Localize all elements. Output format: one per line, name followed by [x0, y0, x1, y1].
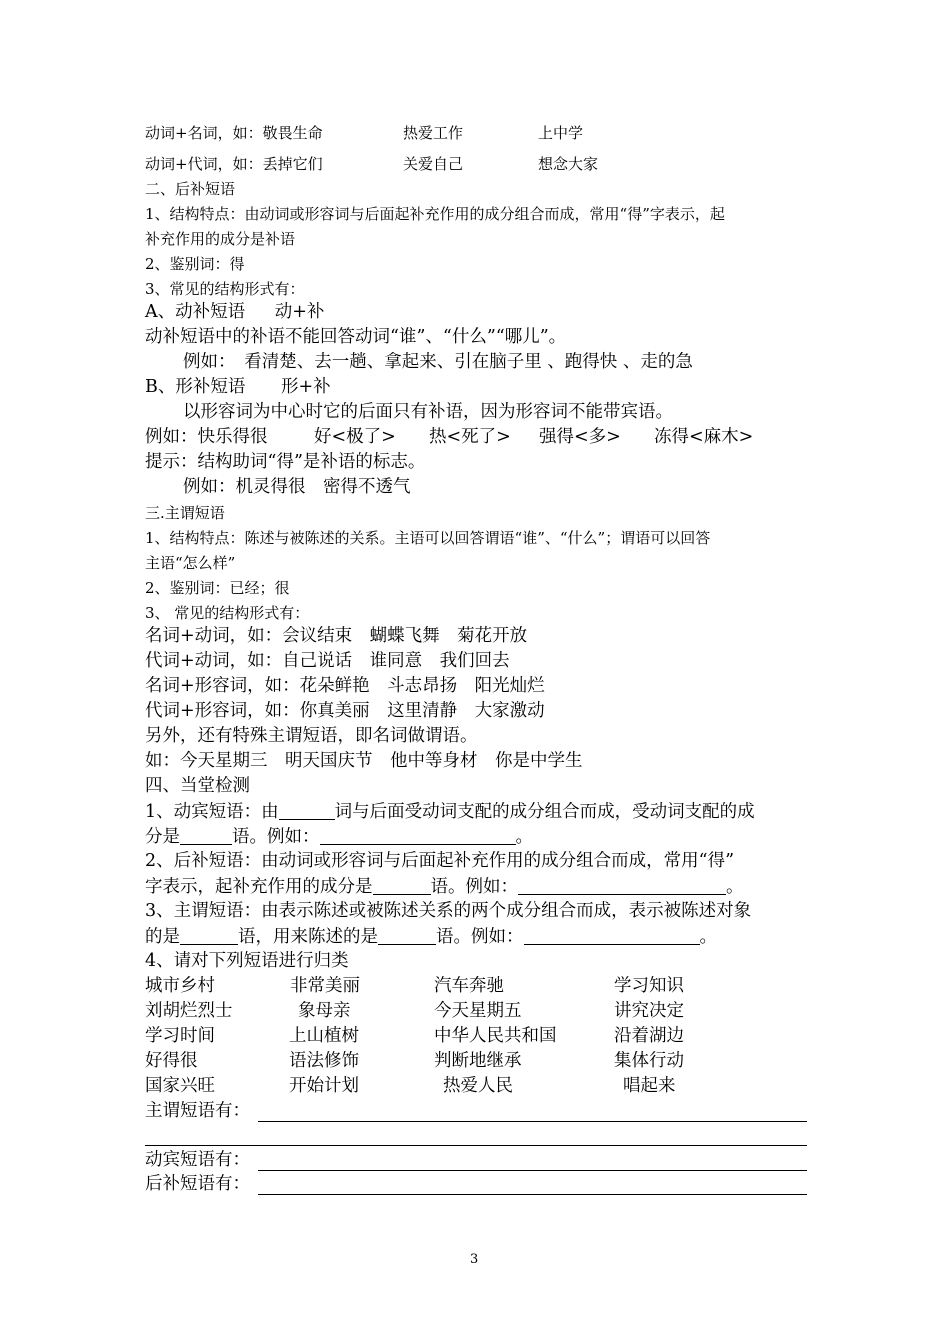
- blank-q3-subject[interactable]: [180, 928, 238, 945]
- quiz-q1-line2: 分是 语。例如： 。: [145, 827, 533, 847]
- sp-feature-line2: 主语“怎么样”: [145, 554, 236, 572]
- sp-form-pronoun-adj: 代词+形容词，如：你真美丽 这里清静 大家激动: [145, 701, 545, 721]
- answer-line-subject-predicate[interactable]: [258, 1121, 807, 1122]
- phrase-item: 中华人民共和国: [434, 1026, 557, 1046]
- verb-complement-note: 动补短语中的补语不能回答动词“谁”、“什么”“哪儿”。: [145, 327, 567, 347]
- blank-q1-word-class[interactable]: [279, 803, 335, 820]
- answer-line-complement[interactable]: [258, 1194, 807, 1195]
- quiz-q3-line1: 3、主谓短语：由表示陈述或被陈述关系的两个成分组合而成，表示被陈述对象: [145, 901, 752, 921]
- blank-q3-example[interactable]: [524, 928, 700, 945]
- sp-special-note: 另外，还有特殊主谓短语，即名词做谓语。: [145, 726, 478, 746]
- phrase-item: 汽车奔驰: [434, 976, 504, 996]
- answer-label-verb-object: 动宾短语有：: [145, 1150, 250, 1170]
- phrase-item: 非常美丽: [290, 976, 360, 996]
- phrase-item: 唱起来: [623, 1076, 676, 1096]
- phrase-item: 好得很: [145, 1051, 198, 1071]
- phrase-item: 讲究决定: [614, 1001, 684, 1021]
- adj-complement-heading: B、形补短语 形+补: [145, 377, 331, 397]
- phrase-item: 学习知识: [614, 976, 684, 996]
- phrase-row: [145, 1078, 676, 1096]
- sp-feature-line1: 1、结构特点：陈述与被陈述的关系。主语可以回答谓语“谁”、“什么”；谓语可以回答: [145, 529, 711, 547]
- sp-form-noun-adj: 名词+形容词，如：花朵鲜艳 斗志昂扬 阳光灿烂: [145, 676, 545, 696]
- verb-complement-examples: 例如： 看清楚、去一趟、拿起来、引在脑子里 、跑得快 、走的急: [183, 352, 693, 372]
- sp-forms-heading: 3、 常见的结构形式有：: [145, 604, 310, 622]
- complement-marker: 2、鉴别词：得: [145, 255, 245, 273]
- phrase-item: 城市乡村: [145, 976, 215, 996]
- vo-example-noun: 动词+名词，如：敬畏生命 热爱工作 上中学: [145, 124, 584, 142]
- sp-marker: 2、鉴别词：已经；很: [145, 579, 290, 597]
- phrase-item: 热爱人民: [443, 1076, 513, 1096]
- section-title-subject-predicate: 三.主谓短语: [145, 504, 225, 522]
- complement-hint: 提示：结构助词“得”是补语的标志。: [145, 452, 426, 472]
- sp-form-noun-verb: 名词+动词，如：会议结束 蝴蝶飞舞 菊花开放: [145, 626, 528, 646]
- phrase-item: 今天星期五: [434, 1001, 522, 1021]
- blank-q1-component[interactable]: [180, 828, 232, 845]
- phrase-item: 集体行动: [614, 1051, 684, 1071]
- complement-feature-line1: 1、结构特点：由动词或形容词与后面起补充作用的成分组合而成，常用“得”字表示，起: [145, 205, 725, 223]
- complement-feature-line2: 补充作用的成分是补语: [145, 230, 296, 248]
- blank-q3-predicate[interactable]: [378, 928, 436, 945]
- phrase-item: 沿着湖边: [614, 1026, 684, 1046]
- quiz-q3-line2: 的是 语，用来陈述的是 语。例如： 。: [145, 927, 717, 947]
- section-title-quiz: 四、当堂检测: [145, 776, 250, 796]
- phrase-item: 语法修饰: [289, 1051, 359, 1071]
- phrase-item: 开始计划: [289, 1076, 359, 1096]
- answer-line-verb-object[interactable]: [258, 1170, 807, 1171]
- blank-q2-component[interactable]: [373, 878, 431, 895]
- sp-form-pronoun-verb: 代词+动词，如：自己说话 谁同意 我们回去: [145, 651, 510, 671]
- complement-hint-example: 例如：机灵得很 密得不透气: [183, 477, 411, 497]
- phrase-row: [145, 1028, 684, 1046]
- answer-label-complement: 后补短语有：: [145, 1174, 250, 1194]
- blank-q1-example[interactable]: [320, 828, 516, 845]
- page-number: 3: [470, 1252, 479, 1267]
- answer-label-subject-predicate: 主谓短语有：: [145, 1101, 250, 1121]
- quiz-q2-line2: 字表示，起补充作用的成分是 语。例如： 。: [145, 877, 744, 897]
- quiz-q4: 4、请对下列短语进行归类: [145, 951, 349, 971]
- phrase-item: 国家兴旺: [145, 1076, 215, 1096]
- answer-line-extra[interactable]: [145, 1145, 807, 1146]
- phrase-item: 刘胡烂烈士: [145, 1001, 233, 1021]
- phrase-item: 象母亲: [298, 1001, 351, 1021]
- phrase-item: 上山植树: [289, 1026, 359, 1046]
- phrase-row: [145, 1003, 684, 1021]
- vo-example-pronoun: 动词+代词，如：丢掉它们 关爱自己 想念大家: [145, 155, 599, 173]
- verb-complement-heading: A、动补短语 动+补: [145, 302, 325, 322]
- quiz-q1-line1: 1、动宾短语：由 词与后面受动词支配的成分组合而成，受动词支配的成: [145, 802, 755, 822]
- phrase-item: 判断地继承: [434, 1051, 522, 1071]
- phrase-row: [145, 978, 684, 996]
- phrase-item: 学习时间: [145, 1026, 215, 1046]
- complement-forms-heading: 3、常见的结构形式有：: [145, 280, 305, 298]
- sp-special-examples: 如：今天星期三 明天国庆节 他中等身材 你是中学生: [145, 751, 583, 771]
- blank-q2-example[interactable]: [518, 878, 726, 895]
- section-title-complement: 二、后补短语: [145, 180, 236, 198]
- phrase-row: [145, 1053, 684, 1071]
- quiz-q2-line1: 2、后补短语：由动词或形容词与后面起补充作用的成分组合而成，常用“得”: [145, 851, 735, 871]
- adj-complement-examples: 例如：快乐得很 好<极了> 热<死了> 强得<多> 冻得<麻木>: [145, 427, 754, 447]
- adj-complement-note: 以形容词为中心时它的后面只有补语，因为形容词不能带宾语。: [183, 402, 673, 422]
